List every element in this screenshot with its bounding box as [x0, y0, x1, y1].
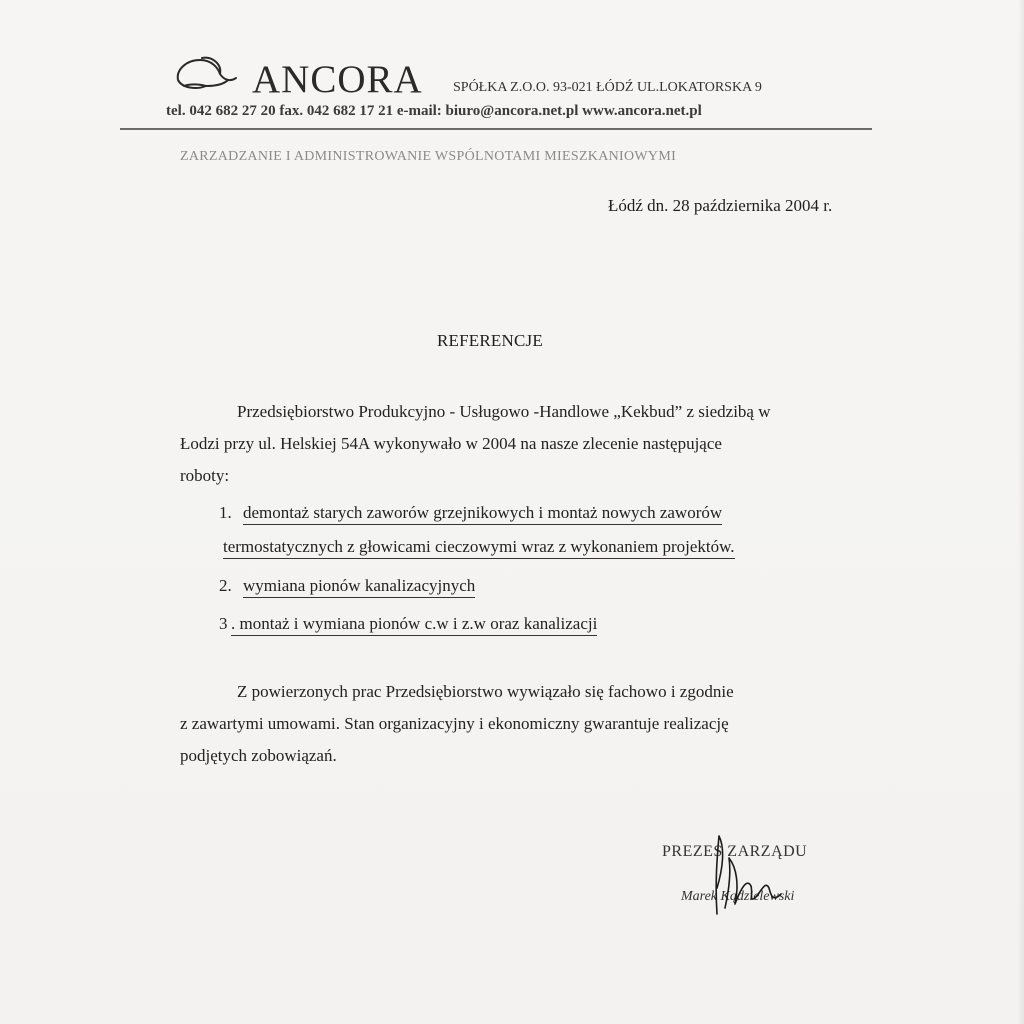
closing-line-3: podjętych zobowiązań. [180, 746, 337, 765]
company-activity: ZARZADZANIE I ADMINISTROWANIE WSPÓLNOTAMI MIESZKANIOWYMI [180, 149, 677, 164]
item-number: 2. [219, 576, 232, 595]
closing-line-2: z zawartymi umowami. Stan organizacyjny i ekonomiczny gwarantuje realizację [180, 714, 729, 733]
item-text: wymiana pionów kanalizacyjnych [243, 576, 475, 598]
document-title: REFERENCJE [437, 331, 543, 350]
signatory-title: PREZES ZARZĄDU [662, 843, 808, 860]
company-contact: tel. 042 682 27 20 fax. 042 682 17 21 e-mail: biuro@ancora.net.pl www.ancora.net.pl [166, 103, 702, 119]
item-text: . montaż i wymiana pionów c.w i z.w oraz kanalizacji [231, 614, 597, 636]
signatory-name: Marek Kądzielewski [681, 889, 795, 904]
ancora-logo-icon [172, 50, 242, 96]
item-number: 3 [219, 614, 228, 633]
company-name: ANCORA [252, 58, 423, 101]
handwritten-signature [695, 828, 815, 920]
letter-date: Łódź dn. 28 października 2004 r. [608, 196, 833, 215]
page-edge-shadow [1018, 0, 1024, 1024]
item-text: demontaż starych zaworów grzejnikowych i montaż nowych zaworów [243, 503, 722, 525]
item-text-continued: termostatycznych z głowicami cieczowymi wraz z wykonaniem projektów. [223, 537, 735, 559]
intro-line-1: Przedsiębiorstwo Produkcyjno - Usługowo -Handlowe „Kekbud” z siedzibą w [237, 402, 771, 421]
item-number: 1. [219, 503, 232, 522]
header-divider [120, 128, 872, 130]
intro-line-2: Łodzi przy ul. Helskiej 54A wykonywało w 2004 na nasze zlecenie następujące [180, 434, 722, 453]
company-address: SPÓŁKA Z.O.O. 93-021 ŁÓDŹ UL.LOKATORSKA 9 [453, 80, 762, 95]
closing-line-1: Z powierzonych prac Przedsiębiorstwo wywiązało się fachowo i zgodnie [237, 682, 734, 701]
intro-line-3: roboty: [180, 466, 230, 485]
